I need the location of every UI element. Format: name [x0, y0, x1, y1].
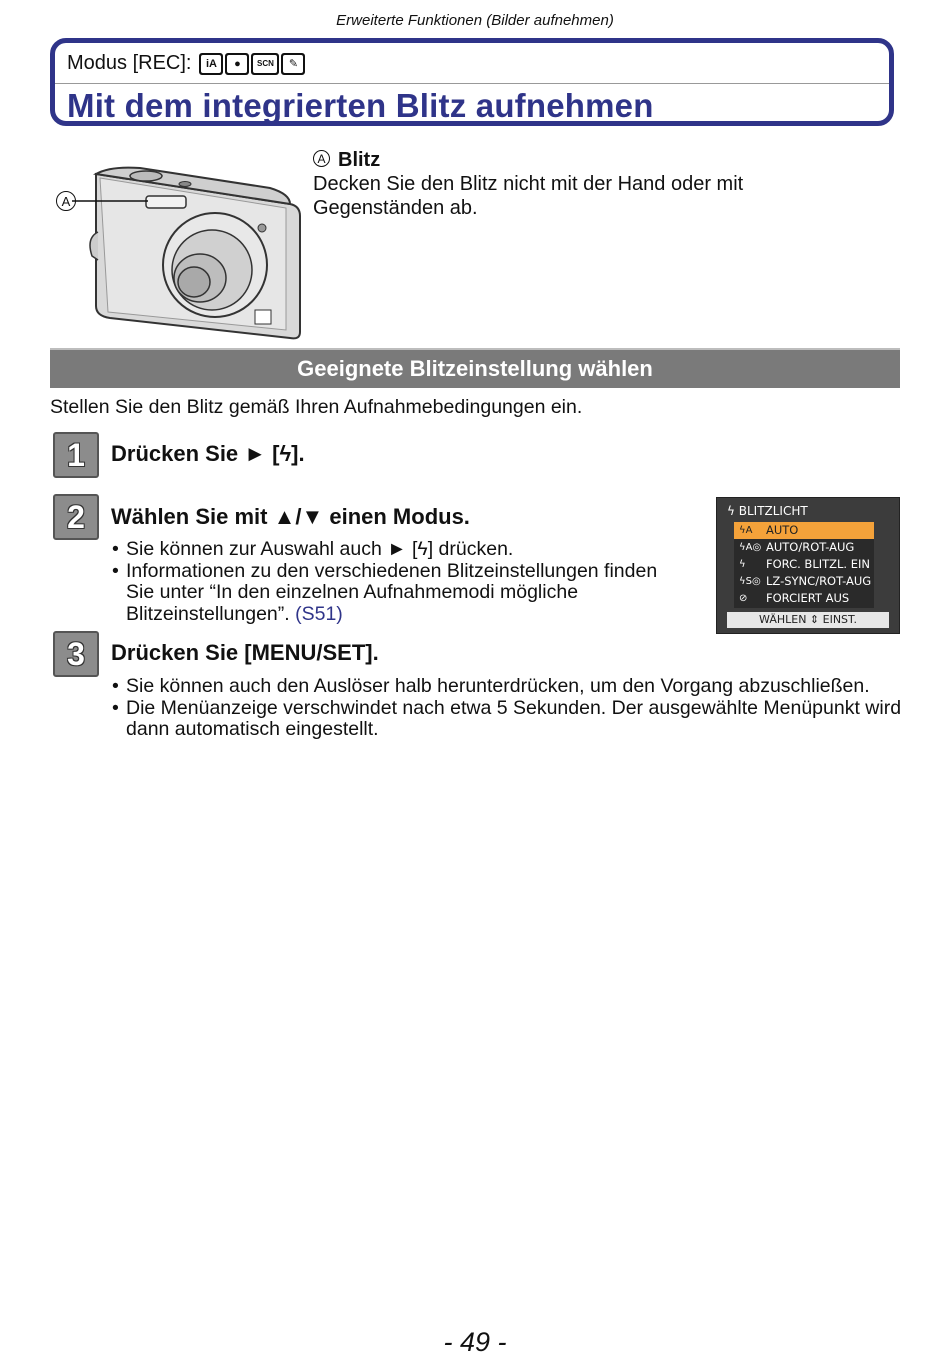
mode-label: Modus [REC]: — [67, 52, 192, 74]
page-number: - 49 - — [443, 1327, 507, 1357]
title-box — [50, 38, 894, 126]
list-item: • Die Menüanzeige verschwindet nach etwa 5 Sekunden. Der ausgewählte Menüpunkt wird dann automatisch eingestellt. — [112, 698, 902, 741]
lcd-flash-menu — [716, 497, 900, 634]
callout-title: Blitz — [338, 149, 381, 171]
mode-row — [67, 52, 305, 75]
lcd-option-slow-sync: ϟS◎ LZ-SYNC/ROT-AUG — [739, 574, 872, 588]
scn-mode-icon: SCN — [251, 53, 279, 75]
list-item: • Informationen zu den verschiedenen Blitzeinstellungen finden Sie unter “In den einzelnen Aufnahmemodi mögliche Blitzeinstellungen”. (S51) — [112, 561, 682, 626]
flash-forced-on-icon: ϟ — [739, 559, 746, 570]
ia-mode-icon: iA — [199, 53, 223, 75]
running-header: Erweiterte Funktionen (Bilder aufnehmen) — [336, 12, 614, 29]
title-divider — [55, 83, 889, 84]
lcd-option-auto: ϟA AUTO — [734, 522, 874, 539]
step-3-bullets — [112, 676, 902, 741]
page-title: Mit dem integrierten Blitz aufnehmen — [67, 87, 654, 124]
lcd-footer: WÄHLEN ⇕ EINST. — [727, 612, 889, 628]
step-2-bullets — [112, 539, 682, 625]
section-heading: Geeignete Blitzeinstellung wählen — [50, 348, 900, 388]
lcd-option-auto-red-eye: ϟA◎ AUTO/ROT-AUG — [739, 540, 855, 554]
step-1-title: Drücken Sie ► [ϟ]. — [111, 441, 305, 466]
callout-marker-a: A — [56, 191, 76, 211]
section-intro: Stellen Sie den Blitz gemäß Ihren Aufnahmebedingungen ein. — [50, 396, 583, 418]
page-reference-link[interactable]: (S51) — [295, 602, 343, 625]
step-3-badge: 3 — [53, 631, 99, 677]
lcd-option-forced-on: ϟ FORC. BLITZL. EIN — [739, 557, 870, 571]
callout-text: Decken Sie den Blitz nicht mit der Hand oder mit Gegenständen ab. — [313, 173, 744, 219]
lcd-option-list — [734, 522, 874, 608]
list-item: • Sie können auch den Auslöser halb herunterdrücken, um den Vorgang abzuschließen. — [112, 676, 902, 698]
camera-illustration — [50, 160, 310, 345]
creative-mode-icon: ✎ — [281, 53, 305, 75]
callout-marker-a-legend: A — [313, 150, 330, 167]
mode-icons — [199, 53, 305, 75]
camera-mode-icon: ● — [225, 53, 249, 75]
callout — [313, 148, 833, 220]
step-2-badge: 2 — [53, 494, 99, 540]
flash-slow-sync-icon: ϟS◎ — [739, 576, 761, 587]
lcd-menu-title: ϟ BLITZLICHT — [727, 504, 808, 518]
list-item: • Sie können zur Auswahl auch ► [ϟ] drücken. — [112, 539, 682, 561]
lcd-option-forced-off: ⊘ FORCIERT AUS — [739, 591, 850, 605]
step-1-badge: 1 — [53, 432, 99, 478]
step-3-title: Drücken Sie [MENU/SET]. — [111, 640, 379, 665]
flash-off-icon: ⊘ — [739, 593, 748, 604]
flash-auto-icon: ϟA — [739, 525, 753, 536]
flash-auto-red-eye-icon: ϟA◎ — [739, 542, 762, 553]
step-2-title: Wählen Sie mit ▲/▼ einen Modus. — [111, 504, 470, 529]
